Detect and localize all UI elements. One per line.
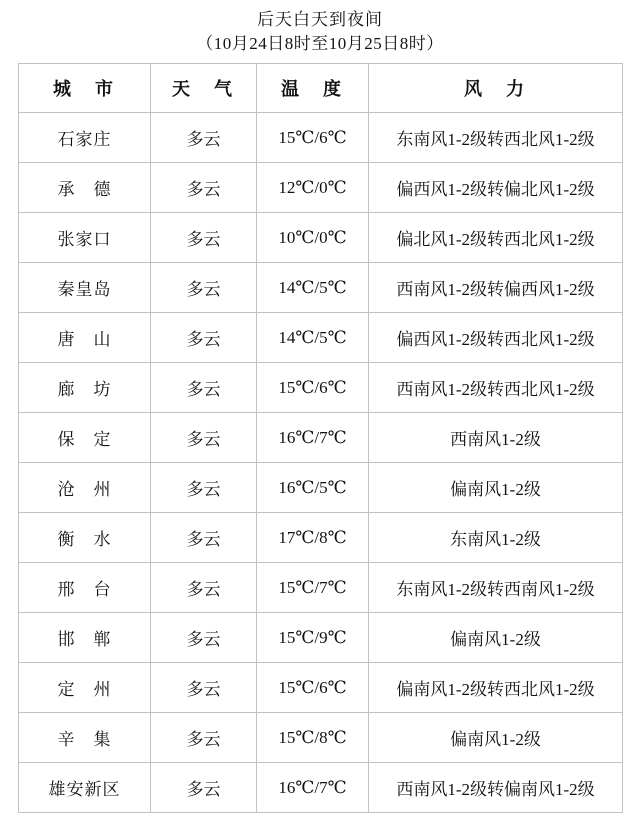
table-row (19, 513, 623, 563)
cell-wind: 东南风1-2级转西北风1-2级 (369, 113, 623, 163)
cell-temperature: 15℃/6℃ (257, 113, 369, 163)
cell-weather: 多云 (151, 363, 257, 413)
cell-wind: 西南风1-2级转西北风1-2级 (369, 363, 623, 413)
cell-city: 衡 水 (19, 513, 151, 563)
cell-weather: 多云 (151, 463, 257, 513)
cell-city: 秦皇岛 (19, 263, 151, 313)
cell-wind: 偏南风1-2级 (369, 613, 623, 663)
cell-city: 廊 坊 (19, 363, 151, 413)
cell-wind: 东南风1-2级转西南风1-2级 (369, 563, 623, 613)
cell-temperature: 10℃/0℃ (257, 213, 369, 263)
table-row (19, 263, 623, 313)
cell-wind: 西南风1-2级转偏西风1-2级 (369, 263, 623, 313)
cell-city: 辛 集 (19, 713, 151, 763)
table-row (19, 363, 623, 413)
cell-wind: 西南风1-2级 (369, 413, 623, 463)
cell-weather: 多云 (151, 763, 257, 813)
cell-city: 承 德 (19, 163, 151, 213)
cell-temperature: 15℃/7℃ (257, 563, 369, 613)
cell-temperature: 15℃/6℃ (257, 663, 369, 713)
cell-temperature: 14℃/5℃ (257, 263, 369, 313)
cell-temperature: 16℃/5℃ (257, 463, 369, 513)
cell-weather: 多云 (151, 413, 257, 463)
cell-wind: 偏南风1-2级转西北风1-2级 (369, 663, 623, 713)
table-row (19, 413, 623, 463)
cell-weather: 多云 (151, 313, 257, 363)
cell-weather: 多云 (151, 263, 257, 313)
column-header-weather: 天 气 (151, 64, 257, 113)
cell-city: 保 定 (19, 413, 151, 463)
cell-wind: 偏西风1-2级转西北风1-2级 (369, 313, 623, 363)
cell-city: 张家口 (19, 213, 151, 263)
cell-city: 邯 郸 (19, 613, 151, 663)
cell-city: 邢 台 (19, 563, 151, 613)
cell-weather: 多云 (151, 613, 257, 663)
table-row (19, 313, 623, 363)
cell-city: 沧 州 (19, 463, 151, 513)
cell-wind: 偏南风1-2级 (369, 713, 623, 763)
table-row (19, 763, 623, 813)
table-row (19, 563, 623, 613)
cell-wind: 偏南风1-2级 (369, 463, 623, 513)
cell-temperature: 14℃/5℃ (257, 313, 369, 363)
table-row (19, 613, 623, 663)
table-row (19, 163, 623, 213)
table-row (19, 463, 623, 513)
cell-temperature: 15℃/8℃ (257, 713, 369, 763)
cell-temperature: 16℃/7℃ (257, 763, 369, 813)
table-row (19, 113, 623, 163)
table-body (19, 113, 623, 813)
table-header-row (19, 64, 623, 113)
cell-weather: 多云 (151, 513, 257, 563)
column-header-temperature: 温 度 (257, 64, 369, 113)
cell-wind: 西南风1-2级转偏南风1-2级 (369, 763, 623, 813)
cell-wind: 偏北风1-2级转西北风1-2级 (369, 213, 623, 263)
weather-table (18, 63, 623, 813)
cell-weather: 多云 (151, 163, 257, 213)
page-title (18, 8, 622, 56)
cell-city: 定 州 (19, 663, 151, 713)
cell-city: 唐 山 (19, 313, 151, 363)
cell-weather: 多云 (151, 113, 257, 163)
cell-temperature: 16℃/7℃ (257, 413, 369, 463)
cell-wind: 东南风1-2级 (369, 513, 623, 563)
cell-city: 石家庄 (19, 113, 151, 163)
cell-city: 雄安新区 (19, 763, 151, 813)
table-row (19, 213, 623, 263)
cell-temperature: 15℃/6℃ (257, 363, 369, 413)
cell-wind: 偏西风1-2级转偏北风1-2级 (369, 163, 623, 213)
title-primary: 后天白天到夜间 (257, 10, 383, 29)
column-header-city: 城 市 (19, 64, 151, 113)
column-header-wind: 风 力 (369, 64, 623, 113)
cell-weather: 多云 (151, 563, 257, 613)
table-header (19, 64, 623, 113)
table-row (19, 663, 623, 713)
cell-temperature: 17℃/8℃ (257, 513, 369, 563)
cell-temperature: 15℃/9℃ (257, 613, 369, 663)
cell-weather: 多云 (151, 713, 257, 763)
cell-weather: 多云 (151, 663, 257, 713)
cell-weather: 多云 (151, 213, 257, 263)
title-period: （10月24日8时至10月25日8时） (196, 34, 444, 53)
table-row (19, 713, 623, 763)
cell-temperature: 12℃/0℃ (257, 163, 369, 213)
